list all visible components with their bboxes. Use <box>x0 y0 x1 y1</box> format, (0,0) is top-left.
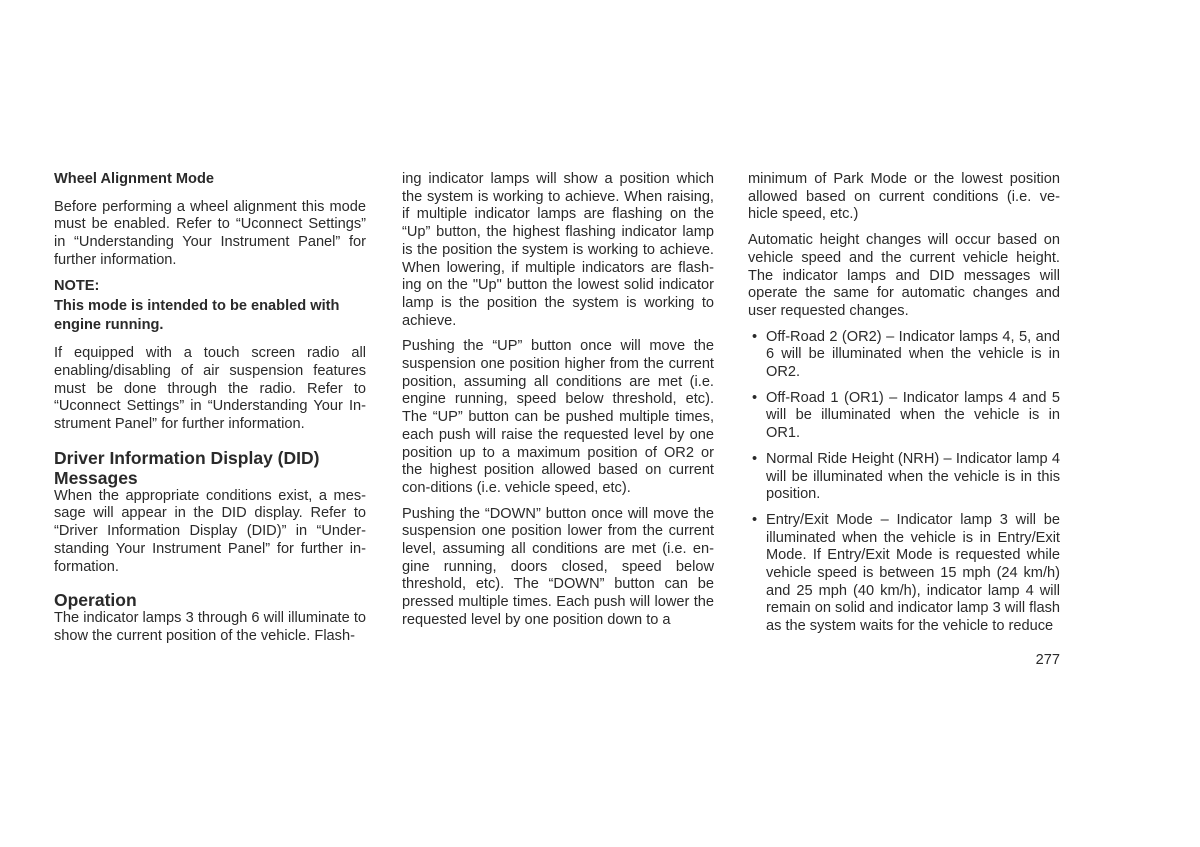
bullet-icon: • <box>752 450 758 467</box>
down-button-paragraph: Pushing the “DOWN” button once will move the suspension one position lower from the current level, assuming all conditions are met (i.e. en-gine running, doors closed, speed below threshold, etc). The “DOWN” button can be pressed multiple times. Each push will lower the requested level by one position down to a <box>402 505 714 628</box>
list-item-entry-exit <box>748 512 1060 636</box>
list-item-nrh <box>748 451 1060 504</box>
wheel-alignment-heading: Wheel Alignment Mode <box>54 171 214 187</box>
operation-heading: Operation <box>54 590 137 611</box>
page-number: 277 <box>1035 652 1060 668</box>
bullet-icon: • <box>752 511 758 528</box>
did-messages-heading: Driver Information Display (DID) Messages <box>54 447 320 488</box>
list-item-text: Entry/Exit Mode – Indicator lamp 3 will be illuminated when the vehicle is in Entry/Exit Mode. If Entry/Exit Mode is requested while vehicle speed is between 15 mph (24 km/h) and 25 mph (40 km/h), indicator lamp 4 will remain on solid and indicator lamp 3 will flash as the system waits for the vehicle to reduce <box>766 511 1060 635</box>
list-item-text: Off-Road 2 (OR2) – Indicator lamps 4, 5, and 6 will be illuminated when the vehicle is in OR2. <box>766 328 1060 381</box>
height-positions-list <box>748 329 1060 636</box>
list-item-or2 <box>748 329 1060 382</box>
park-mode-paragraph: minimum of Park Mode or the lowest position allowed based on current conditions (i.e. ve-hicle speed, etc.) <box>748 171 1060 223</box>
list-item-or1 <box>748 390 1060 443</box>
list-item-text: Off-Road 1 (OR1) – Indicator lamps 4 and 5 will be illuminated when the vehicle is in OR1. <box>766 389 1060 442</box>
automatic-height-paragraph: Automatic height changes will occur based on vehicle speed and the current vehicle height. The indicator lamps and DID messages will operate the same for automatic changes and user requested changes. <box>748 232 1060 319</box>
bullet-icon: • <box>752 328 758 345</box>
bullet-icon: • <box>752 389 758 406</box>
note-text: This mode is intended to be enabled with engine running. <box>54 298 340 334</box>
right-column <box>748 171 1060 644</box>
left-column <box>54 171 366 654</box>
wheel-alignment-paragraph: Before performing a wheel alignment this mode must be enabled. Refer to “Uconnect Settings” in “Understanding Your Instrument Panel” for further information. <box>54 198 366 268</box>
up-button-paragraph: Pushing the “UP” button once will move the suspension one position higher from the current position, assuming all conditions are met (i.e. engine running, speed below threshold, etc). The “UP” button can be pushed multiple times, each push will raise the requested level by one position up to a maximum position of OR2 or the highest position allowed based on current con-ditions (i.e. vehicle speed, etc). <box>402 338 714 496</box>
operation-paragraph: The indicator lamps 3 through 6 will illuminate to show the current position of the vehicle. Flash- <box>54 610 366 644</box>
middle-column <box>402 171 714 638</box>
indicator-lamps-paragraph: ing indicator lamps will show a position which the system is working to achieve. When raising, if multiple indicator lamps are flashing on the “Up” button, the highest flashing indicator lamp is the position the system is working to achieve. When lowering, if multiple indicators are flash-ing on the "Up" button the lowest solid indicator lamp is the position the system is working to achieve. <box>402 171 714 329</box>
touch-screen-paragraph: If equipped with a touch screen radio all enabling/disabling of air suspension features must be done through the radio. Refer to “Uconnect Settings” in “Understanding Your In-strument Panel” for further information. <box>54 345 366 433</box>
note-label: NOTE: <box>54 277 100 294</box>
did-messages-paragraph: When the appropriate conditions exist, a mes-sage will appear in the DID display. Refer to “Driver Information Display (DID)” in “Under-standing Your Instrument Panel” for further in-formation. <box>54 487 366 575</box>
list-item-text: Normal Ride Height (NRH) – Indicator lamp 4 will be illuminated when the vehicle is in this position. <box>766 450 1060 503</box>
